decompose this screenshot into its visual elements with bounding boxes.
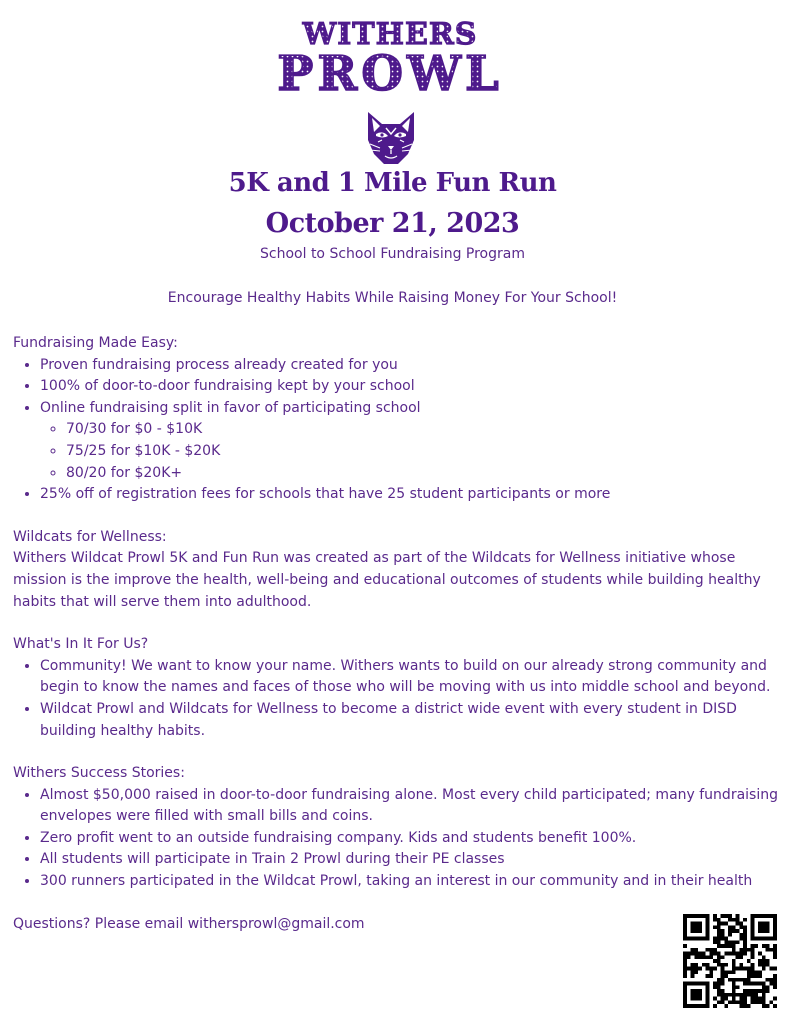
list-item: • Proven fundraising process already created for you xyxy=(40,355,781,377)
list-item: • Zero profit went to an outside fundraising company. Kids and students benefit 100%. xyxy=(40,828,781,850)
list-item: • Community! We want to know your name. Withers wants to build on our already strong community and begin to know the names and faces of those who will be moving with us into middle school and beyond. xyxy=(40,656,781,699)
success-section xyxy=(13,763,781,893)
benefits-heading: What's In It For Us? xyxy=(13,636,149,653)
wildcat-head-icon xyxy=(364,110,418,166)
split-item: ◦ 70/30 for $0 - $10K xyxy=(66,419,781,441)
list-item xyxy=(40,398,781,484)
fundraising-heading: Fundraising Made Easy: xyxy=(13,335,178,351)
tagline: Encourage Healthy Habits While Raising Money For Your School! xyxy=(167,290,618,306)
wellness-section xyxy=(13,527,781,613)
benefits-section xyxy=(13,634,781,742)
list-item: • 25% off of registration fees for schools that have 25 student participants or more xyxy=(40,484,781,506)
list-item: • Wildcat Prowl and Wildcats for Wellness to become a district wide event with every student in DISD building healthy habits. xyxy=(40,699,781,742)
flyer-body xyxy=(13,333,781,935)
wellness-heading: Wildcats for Wellness: xyxy=(13,528,167,545)
split-item: ◦ 75/25 for $10K - $20K xyxy=(66,441,781,463)
list-item: • 300 runners participated in the Wildcat Prowl, taking an interest in our community and in their health xyxy=(40,871,781,893)
benefits-list xyxy=(13,656,781,742)
wellness-text: Withers Wildcat Prowl 5K and Fun Run was created as part of the Wildcats for Wellness initiative whose mission is the improve the health, well-being and educational outcomes of students while building healthy habits that will serve them into adulthood. xyxy=(13,550,761,610)
event-date: October 21, 2023 xyxy=(265,208,520,239)
list-item: • All students will participate in Train 2 Prowl during their PE classes xyxy=(40,849,781,871)
list-item: • 100% of door-to-door fundraising kept by your school xyxy=(40,376,781,398)
logo-line-prowl: PROWL xyxy=(277,46,503,102)
list-item-text: Online fundraising split in favor of participating school xyxy=(40,399,421,416)
split-list xyxy=(40,419,781,484)
qr-code[interactable] xyxy=(683,914,777,1008)
fundraising-section xyxy=(13,333,781,506)
withers-prowl-logo xyxy=(270,14,510,104)
list-item: • Almost $50,000 raised in door-to-door fundraising alone. Most every child participated; many fundraising envelopes were filled with small bills and coins. xyxy=(40,785,781,828)
program-name: School to School Fundraising Program xyxy=(260,246,525,262)
fundraising-list xyxy=(13,355,781,506)
logo-line-withers: WITHERS xyxy=(302,17,478,52)
split-item: ◦ 80/20 for $20K+ xyxy=(66,463,781,485)
event-title: 5K and 1 Mile Fun Run xyxy=(228,168,557,198)
success-heading: Withers Success Stories: xyxy=(13,765,185,782)
success-list xyxy=(13,785,781,893)
contact-line: Questions? Please email withersprowl@gmail.com xyxy=(13,915,365,932)
